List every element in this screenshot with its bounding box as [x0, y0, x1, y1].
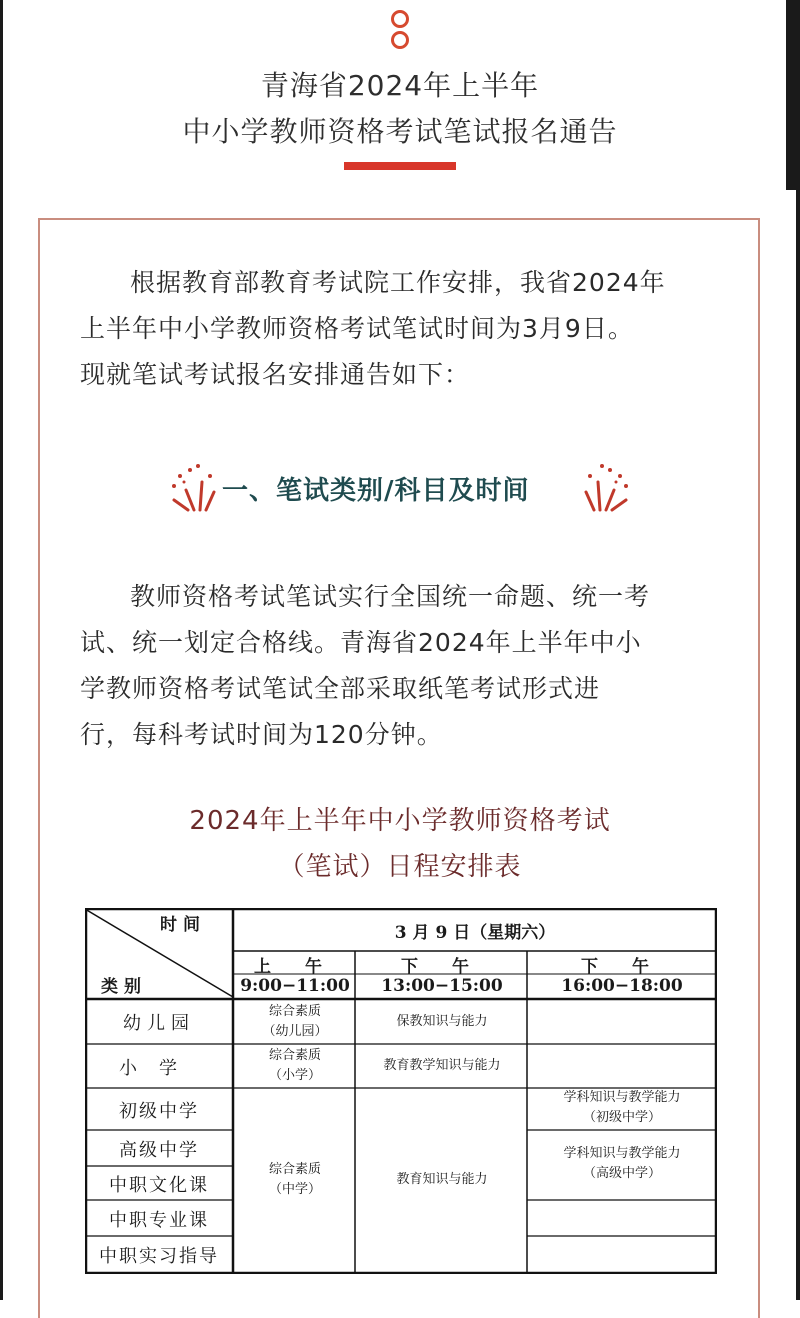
intro-line: 根据教育部教育考试院工作安排，我省2024年 — [130, 268, 666, 297]
corner-header-category: 类 别 — [101, 977, 141, 997]
category-senior-high: 高级中学 — [119, 1140, 199, 1161]
firework-burst-icon — [168, 462, 218, 514]
category-vocational-major: 中职专业课 — [109, 1210, 209, 1231]
subject-cell: 学科知识与教学能力 — [563, 1146, 681, 1161]
category-vocational-practice: 中职实习指导 — [99, 1246, 219, 1267]
body-paragraph — [80, 574, 720, 758]
category-junior-high: 初级中学 — [119, 1101, 199, 1122]
subject-cell: 保教知识与能力 — [396, 1014, 488, 1029]
section-heading — [0, 462, 800, 518]
page-title-line2: 中小学教师资格考试笔试报名通告 — [182, 115, 618, 148]
category-kindergarten: 幼儿园 — [123, 1013, 195, 1034]
period-label: 下 午 — [581, 957, 663, 977]
subject-cell: （小学） — [268, 1068, 321, 1083]
intro-line: 上半年中小学教师资格考试笔试时间为3月9日。 — [80, 314, 634, 343]
corner-header-time: 时 间 — [160, 915, 200, 935]
category-primary: 小学 — [119, 1058, 199, 1079]
period-time: 16:00−18:00 — [561, 976, 683, 996]
right-edge — [796, 0, 800, 1300]
body-line: 行，每科考试时间为120分钟。 — [80, 720, 443, 749]
double-ring-icon — [391, 10, 409, 50]
title-underline — [344, 162, 456, 170]
body-line: 教师资格考试笔试实行全国统一命题、统一考 — [130, 582, 651, 611]
period-label: 下 午 — [401, 957, 483, 977]
schedule-table — [85, 908, 717, 1274]
subject-cell: 综合素质 — [268, 1162, 321, 1177]
intro-paragraph — [80, 260, 720, 398]
section-title: 一、笔试类别/科目及时间 — [222, 476, 530, 506]
firework-burst-icon — [582, 462, 632, 514]
subject-cell: 学科知识与教学能力 — [563, 1090, 681, 1105]
subject-cell: （初级中学） — [582, 1110, 661, 1125]
subject-cell: （中学） — [268, 1182, 321, 1197]
body-line: 学教师资格考试笔试全部采取纸笔考试形式进 — [80, 674, 601, 703]
schedule-caption-line1: 2024年上半年中小学教师资格考试 — [189, 806, 611, 836]
body-line: 试、统一划定合格线。青海省2024年上半年中小 — [80, 628, 642, 657]
subject-cell: （幼儿园） — [262, 1024, 328, 1039]
schedule-caption-line2: （笔试）日程安排表 — [278, 852, 522, 882]
period-label: 上 午 — [254, 957, 336, 977]
subject-cell: 教育教学知识与能力 — [383, 1058, 501, 1073]
intro-line: 现就笔试考试报名安排通告如下： — [80, 360, 471, 389]
subject-cell: 综合素质 — [268, 1004, 321, 1019]
period-time: 9:00−11:00 — [240, 976, 350, 996]
page-title-line1: 青海省2024年上半年 — [260, 69, 540, 102]
subject-cell: （高级中学） — [582, 1166, 661, 1181]
period-time: 13:00−15:00 — [381, 976, 503, 996]
left-edge — [0, 0, 3, 1300]
category-vocational-culture: 中职文化课 — [109, 1175, 209, 1196]
date-header: 3 月 9 日（星期六） — [394, 923, 556, 943]
subject-cell: 教育知识与能力 — [396, 1172, 488, 1187]
subject-cell: 综合素质 — [268, 1048, 321, 1063]
